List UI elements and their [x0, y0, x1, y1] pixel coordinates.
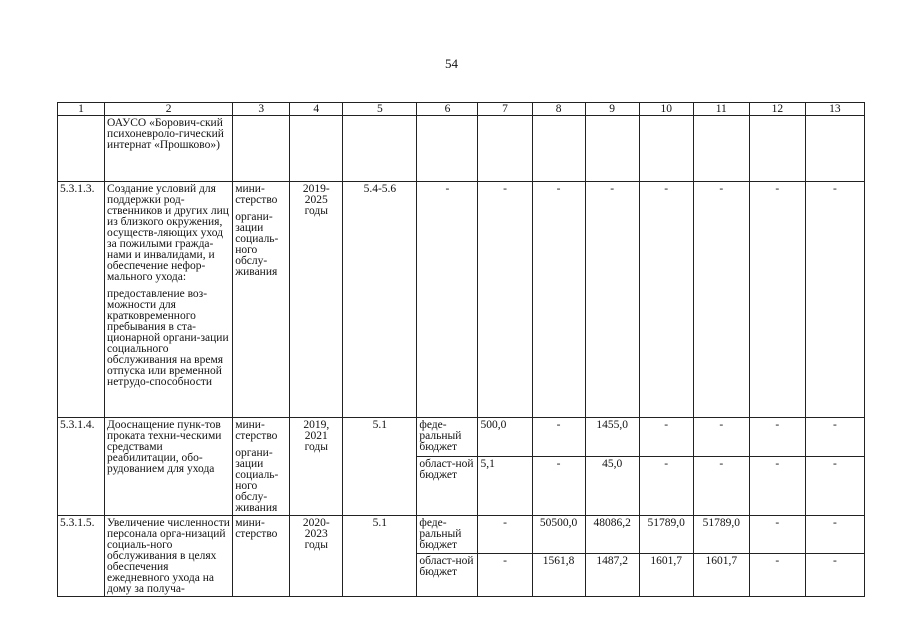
header-cell: 7	[478, 103, 532, 116]
value-cell: -	[478, 516, 532, 554]
value-cell: -	[417, 182, 478, 418]
header-cell: 9	[585, 103, 639, 116]
value-cell: -	[532, 456, 585, 515]
value-cell: -	[749, 553, 805, 596]
value-cell: -	[693, 418, 749, 457]
item-code: 5.3.1.3.	[58, 182, 105, 418]
value-cell: 1487,2	[585, 553, 639, 596]
value-cell: -	[693, 456, 749, 515]
header-cell: 12	[749, 103, 805, 116]
item-code: 5.3.1.5.	[58, 516, 105, 597]
value-cell: -	[749, 182, 805, 418]
value-cell: -	[693, 182, 749, 418]
value-cell: -	[805, 516, 864, 554]
event-cell: Дооснащение пунк-тов проката техни-ческими средствами реабилитации, обо-рудованием для ухода	[105, 418, 233, 516]
value-cell: 50500,0	[532, 516, 585, 554]
value-cell: 51789,0	[639, 516, 693, 554]
value-cell: 5,1	[478, 456, 532, 515]
header-cell: 13	[805, 103, 864, 116]
value-cell: -	[585, 182, 639, 418]
term-cell: 2020-2023 годы	[290, 516, 343, 597]
source-cell: област-ной бюджет	[417, 456, 478, 515]
value-cell: -	[532, 182, 585, 418]
header-cell: 8	[532, 103, 585, 116]
value-cell: 1601,7	[693, 553, 749, 596]
header-cell: 11	[693, 103, 749, 116]
table-row	[58, 116, 865, 182]
value-cell: -	[639, 456, 693, 515]
value-cell: -	[639, 418, 693, 457]
executor-ministry: мини-стерство	[235, 183, 278, 206]
value-cell: 45,0	[585, 456, 639, 515]
header-cell: 1	[58, 103, 105, 116]
value-cell: -	[749, 456, 805, 515]
header-cell: 2	[105, 103, 233, 116]
value-cell: -	[805, 553, 864, 596]
source-cell: област-ной бюджет	[417, 553, 478, 596]
value-cell: -	[749, 516, 805, 554]
value-cell: -	[478, 553, 532, 596]
value-cell: -	[805, 456, 864, 515]
value-cell: -	[749, 418, 805, 457]
term-cell: 2019-2025 годы	[290, 182, 343, 418]
table-row	[58, 418, 865, 457]
executor-ministry: мини-стерство	[235, 419, 278, 442]
event-cell: Увеличение численности персонала орга-низаций социаль-ного обслуживания в целях обеспечения ежедневного ухода на дому за получа-	[105, 516, 233, 597]
org-name-cell: ОАУСО «Борович-ский психоневроло-гический интернат «Прошково»)	[105, 116, 233, 182]
source-cell: феде-ральный бюджет	[417, 418, 478, 457]
header-cell: 10	[639, 103, 693, 116]
value-cell: -	[639, 182, 693, 418]
value-cell: -	[805, 182, 864, 418]
value-cell: 48086,2	[585, 516, 639, 554]
value-cell: 500,0	[478, 418, 532, 457]
value-cell: -	[532, 418, 585, 457]
executor-organizations: органи-зации социаль-ного обслу-живания	[235, 447, 279, 514]
table-row	[58, 516, 865, 554]
table-row	[58, 182, 865, 418]
term-cell: 2019, 2021 годы	[290, 418, 343, 516]
header-cell: 5	[343, 103, 417, 116]
value-cell: 1455,0	[585, 418, 639, 457]
event-subtext: предоставление воз-можности для кратковременного пребывания в ста-ционарной органи-зации социального обслуживания на время отпуска или временной нетрудо-способности	[107, 288, 229, 388]
page-number: 54	[445, 56, 458, 71]
item-code: 5.3.1.4.	[58, 418, 105, 516]
executor-cell: мини-стерство	[233, 516, 290, 597]
indicator-cell: 5.1	[343, 516, 417, 597]
value-cell: -	[805, 418, 864, 457]
source-cell: феде-ральный бюджет	[417, 516, 478, 554]
header-cell: 6	[417, 103, 478, 116]
executor-organizations: органи-зации социаль-ного обслу-живания	[235, 211, 279, 278]
value-cell: 51789,0	[693, 516, 749, 554]
value-cell: 1601,7	[639, 553, 693, 596]
event-cell	[105, 182, 233, 418]
indicator-cell: 5.1	[343, 418, 417, 516]
value-cell: 1561,8	[532, 553, 585, 596]
executor-cell	[233, 182, 290, 418]
event-text: Создание условий для поддержки род-ственников и других лиц из близкого окружения, осуществ-ляющих уход за пожилыми гражда-нами и инвалидами, и обеспечение нефор-мального ухода:	[107, 183, 229, 283]
indicator-cell: 5.4-5.6	[343, 182, 417, 418]
header-cell: 4	[290, 103, 343, 116]
program-table	[57, 102, 865, 597]
header-cell: 3	[233, 103, 290, 116]
executor-cell	[233, 418, 290, 516]
value-cell: -	[478, 182, 532, 418]
header-row	[58, 103, 865, 116]
